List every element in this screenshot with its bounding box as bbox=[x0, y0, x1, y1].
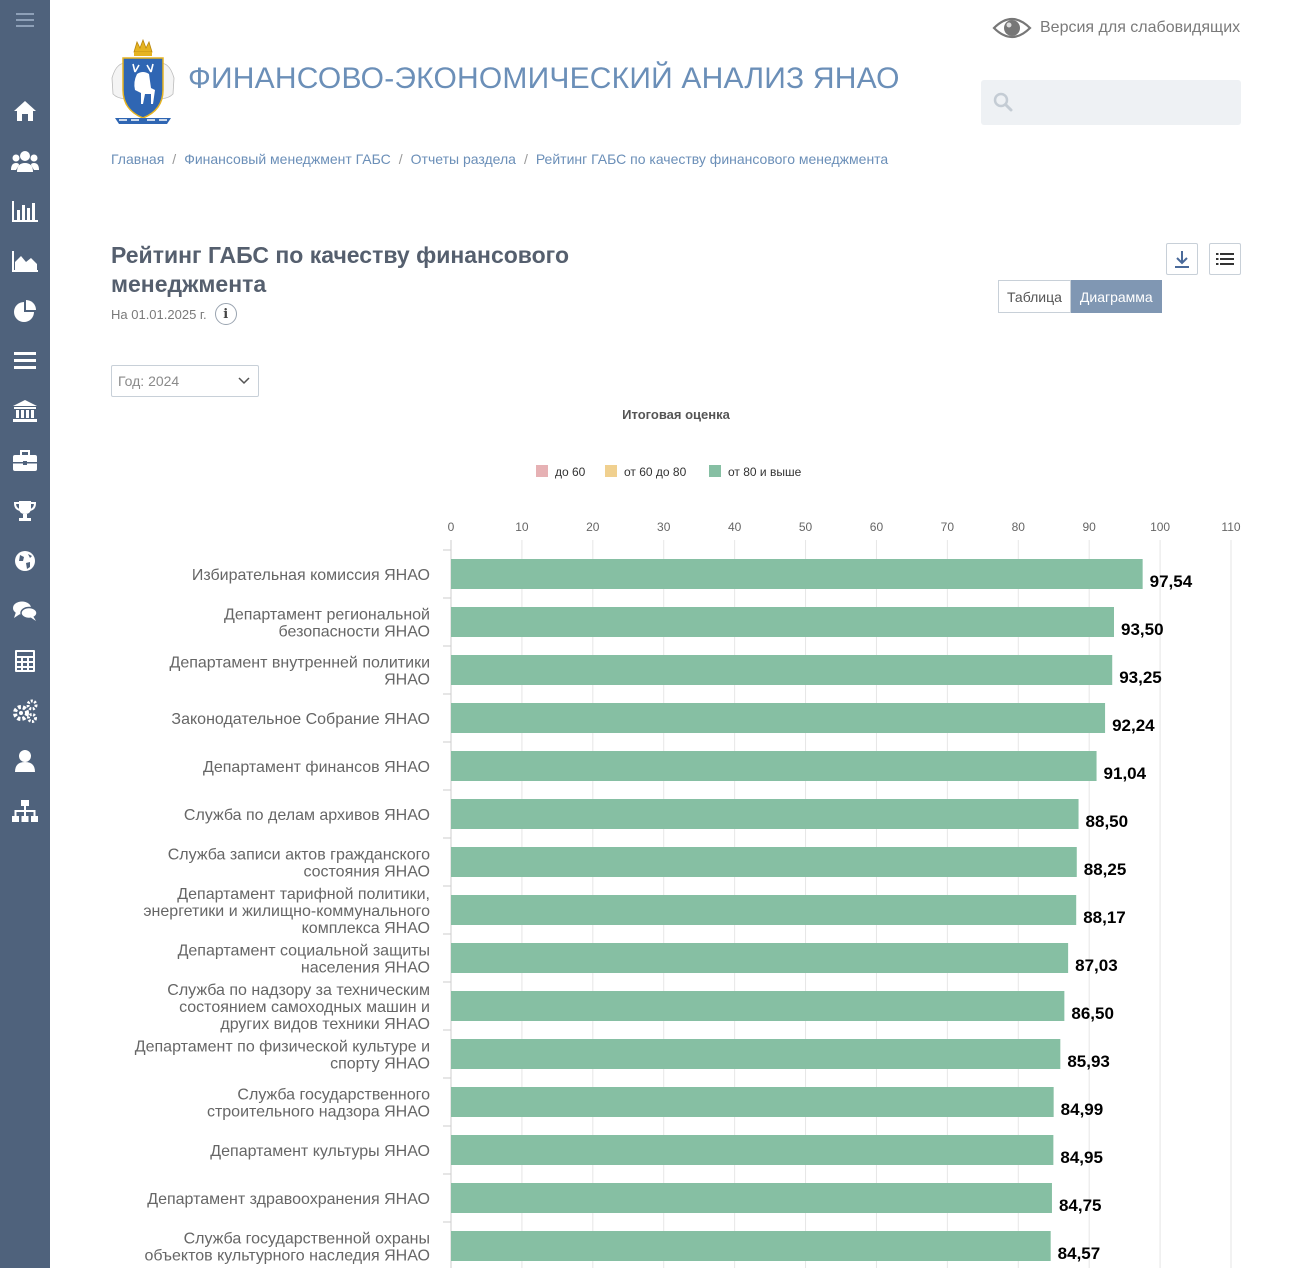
category-label: Служба по надзору за техническим состоянием самоходных машин и других видов техники ЯНАО bbox=[167, 982, 430, 1033]
x-tick-label: 50 bbox=[798, 520, 813, 534]
legend-label: от 60 до 80 bbox=[624, 465, 687, 479]
bar-value-label: 91,04 bbox=[1103, 764, 1147, 783]
category-label: Департамент тарифной политики, энергетики и жилищно-коммунального комплекса ЯНАО bbox=[143, 886, 430, 937]
bar[interactable] bbox=[451, 895, 1076, 925]
category-label: Департамент культуры ЯНАО bbox=[210, 1143, 430, 1160]
list-icon bbox=[1216, 252, 1234, 266]
bar-row bbox=[135, 1039, 1110, 1073]
bar-value-label: 84,57 bbox=[1057, 1244, 1101, 1263]
category-label: Департамент социальной защиты населения ЯНАО bbox=[177, 942, 430, 977]
bar-row bbox=[203, 751, 1147, 783]
category-label: Департамент здравоохранения ЯНАО bbox=[147, 1191, 430, 1208]
info-icon[interactable]: i bbox=[215, 303, 237, 325]
x-tick-label: 70 bbox=[940, 520, 955, 534]
legend-item[interactable] bbox=[709, 465, 802, 479]
bar[interactable] bbox=[451, 847, 1077, 877]
bar[interactable] bbox=[451, 1135, 1053, 1165]
bar-chart-icon[interactable] bbox=[0, 196, 50, 226]
menu-icon[interactable] bbox=[0, 6, 50, 34]
bar-value-label: 88,50 bbox=[1085, 812, 1129, 831]
category-label: Департамент внутренней политики ЯНАО bbox=[169, 654, 430, 689]
globe-icon[interactable] bbox=[0, 546, 50, 576]
bar-row bbox=[147, 1183, 1101, 1215]
pie-chart-icon[interactable] bbox=[0, 296, 50, 326]
view-toggle bbox=[998, 280, 1162, 313]
x-tick-label: 10 bbox=[515, 520, 529, 534]
bar-row bbox=[143, 886, 1125, 937]
bar-row bbox=[168, 847, 1127, 881]
bar[interactable] bbox=[451, 799, 1079, 829]
bar[interactable] bbox=[451, 1039, 1060, 1069]
chart-bars bbox=[135, 559, 1193, 1265]
bar-value-label: 97,54 bbox=[1149, 572, 1193, 591]
bar-value-label: 88,17 bbox=[1083, 908, 1126, 927]
category-label: Законодательное Собрание ЯНАО bbox=[171, 711, 430, 728]
x-tick-label: 40 bbox=[727, 520, 742, 534]
year-select-value: Год: 2024 bbox=[118, 373, 180, 389]
bar-row bbox=[184, 799, 1128, 831]
view-table-button[interactable]: Таблица bbox=[998, 280, 1071, 313]
page-title: Рейтинг ГАБС по качеству финансового менеджмента bbox=[111, 242, 569, 297]
home-icon[interactable] bbox=[0, 96, 50, 126]
category-label: Департамент финансов ЯНАО bbox=[203, 759, 430, 776]
view-chart-button[interactable]: Диаграмма bbox=[1071, 280, 1162, 313]
x-tick-label: 90 bbox=[1082, 520, 1096, 534]
calculator-icon[interactable] bbox=[0, 646, 50, 676]
cogs-icon[interactable] bbox=[0, 696, 50, 726]
coat-of-arms-logo[interactable] bbox=[109, 38, 177, 126]
legend-label: до 60 bbox=[555, 465, 586, 479]
bar-value-label: 85,93 bbox=[1067, 1052, 1110, 1071]
legend-item[interactable] bbox=[536, 465, 586, 479]
bar-row bbox=[178, 943, 1118, 977]
trophy-icon[interactable] bbox=[0, 496, 50, 526]
breadcrumb-link-reports[interactable]: Отчеты раздела bbox=[410, 151, 516, 167]
list-icon[interactable] bbox=[0, 346, 50, 376]
bar[interactable] bbox=[451, 1087, 1054, 1117]
chart-x-axis bbox=[443, 520, 1241, 1268]
bar[interactable] bbox=[451, 751, 1097, 781]
legend-swatch bbox=[605, 465, 617, 477]
category-label: Служба по делам архивов ЯНАО bbox=[183, 807, 430, 824]
report-date: На 01.01.2025 г. bbox=[111, 306, 207, 322]
bar-value-label: 84,99 bbox=[1060, 1100, 1104, 1119]
users-icon[interactable] bbox=[0, 146, 50, 176]
breadcrumb-link-fin-management[interactable]: Финансовый менеджмент ГАБС bbox=[184, 151, 391, 167]
bar-value-label: 93,25 bbox=[1119, 668, 1162, 687]
briefcase-icon[interactable] bbox=[0, 446, 50, 476]
breadcrumb-link-home[interactable]: Главная bbox=[111, 151, 165, 167]
sitemap-icon[interactable] bbox=[0, 796, 50, 826]
bar[interactable] bbox=[451, 1231, 1051, 1261]
category-label: Избирательная комиссия ЯНАО bbox=[191, 567, 430, 584]
bar-row bbox=[167, 982, 1114, 1033]
download-icon bbox=[1174, 249, 1190, 269]
bar-value-label: 88,25 bbox=[1083, 860, 1127, 879]
institution-icon[interactable] bbox=[0, 396, 50, 426]
bar[interactable] bbox=[451, 1183, 1052, 1213]
bar[interactable] bbox=[451, 943, 1068, 973]
bar-row bbox=[224, 607, 1164, 641]
x-tick-label: 110 bbox=[1221, 520, 1241, 534]
category-label: Служба государственного строительного надзора ЯНАО bbox=[206, 1086, 430, 1121]
bar[interactable] bbox=[451, 655, 1112, 685]
bar-row bbox=[144, 1231, 1100, 1265]
search-input[interactable] bbox=[981, 80, 1241, 125]
bar-value-label: 87,03 bbox=[1075, 956, 1118, 975]
x-tick-label: 80 bbox=[1011, 520, 1025, 534]
area-chart-icon[interactable] bbox=[0, 246, 50, 276]
bar-value-label: 93,50 bbox=[1121, 620, 1164, 639]
year-select[interactable] bbox=[111, 365, 259, 397]
x-tick-label: 30 bbox=[657, 520, 671, 534]
chevron-down-icon bbox=[238, 377, 250, 385]
comments-icon[interactable] bbox=[0, 596, 50, 626]
site-title[interactable]: ФИНАНСОВО-ЭКОНОМИЧЕСКИЙ АНАЛИЗ ЯНАО bbox=[188, 62, 900, 95]
report-date-row bbox=[111, 303, 237, 325]
x-tick-label: 100 bbox=[1150, 520, 1171, 534]
user-icon[interactable] bbox=[0, 746, 50, 776]
category-label: Департамент по физической культуре и спорту ЯНАО bbox=[134, 1038, 430, 1073]
x-tick-label: 20 bbox=[586, 520, 600, 534]
legend-swatch bbox=[709, 465, 721, 477]
bar-row bbox=[170, 655, 1162, 689]
bar-row bbox=[192, 559, 1193, 591]
eye-icon bbox=[992, 14, 1032, 42]
category-label: Служба государственной охраны объектов культурного наследия ЯНАО bbox=[144, 1230, 430, 1265]
category-label: Департамент региональной безопасности ЯНАО bbox=[224, 606, 430, 641]
legend-swatch bbox=[536, 465, 548, 477]
search-icon bbox=[993, 92, 1013, 112]
x-tick-label: 0 bbox=[447, 520, 455, 534]
bar-row bbox=[210, 1135, 1103, 1167]
list-menu-button[interactable] bbox=[1209, 243, 1241, 275]
breadcrumb: Главная / Финансовый менеджмент ГАБС / Отчеты раздела / Рейтинг ГАБС по качеству финансового менеджмента bbox=[111, 151, 889, 167]
chart-title: Итоговая оценка bbox=[622, 407, 730, 422]
download-button[interactable] bbox=[1166, 243, 1198, 275]
bar[interactable] bbox=[451, 559, 1143, 589]
breadcrumb-link-current[interactable]: Рейтинг ГАБС по качеству финансового менеджмента bbox=[535, 151, 889, 167]
bar[interactable] bbox=[451, 991, 1064, 1021]
chart-legend bbox=[536, 465, 802, 479]
legend-item[interactable] bbox=[605, 465, 687, 479]
low-vision-label: Версия для слабовидящих bbox=[1040, 19, 1241, 36]
category-label: Служба записи актов гражданского состояния ЯНАО bbox=[167, 846, 430, 881]
bar-value-label: 92,24 bbox=[1112, 716, 1155, 735]
bar[interactable] bbox=[451, 607, 1114, 637]
bar-value-label: 84,95 bbox=[1060, 1148, 1103, 1167]
x-tick-label: 60 bbox=[869, 520, 884, 534]
sidebar bbox=[0, 0, 50, 1268]
bar-row bbox=[207, 1087, 1103, 1121]
low-vision-link[interactable] bbox=[992, 14, 1240, 42]
legend-label: от 80 и выше bbox=[728, 465, 802, 479]
bar[interactable] bbox=[451, 703, 1105, 733]
bar-row bbox=[171, 703, 1155, 735]
bar-value-label: 84,75 bbox=[1058, 1196, 1102, 1215]
bar-value-label: 86,50 bbox=[1071, 1004, 1114, 1023]
